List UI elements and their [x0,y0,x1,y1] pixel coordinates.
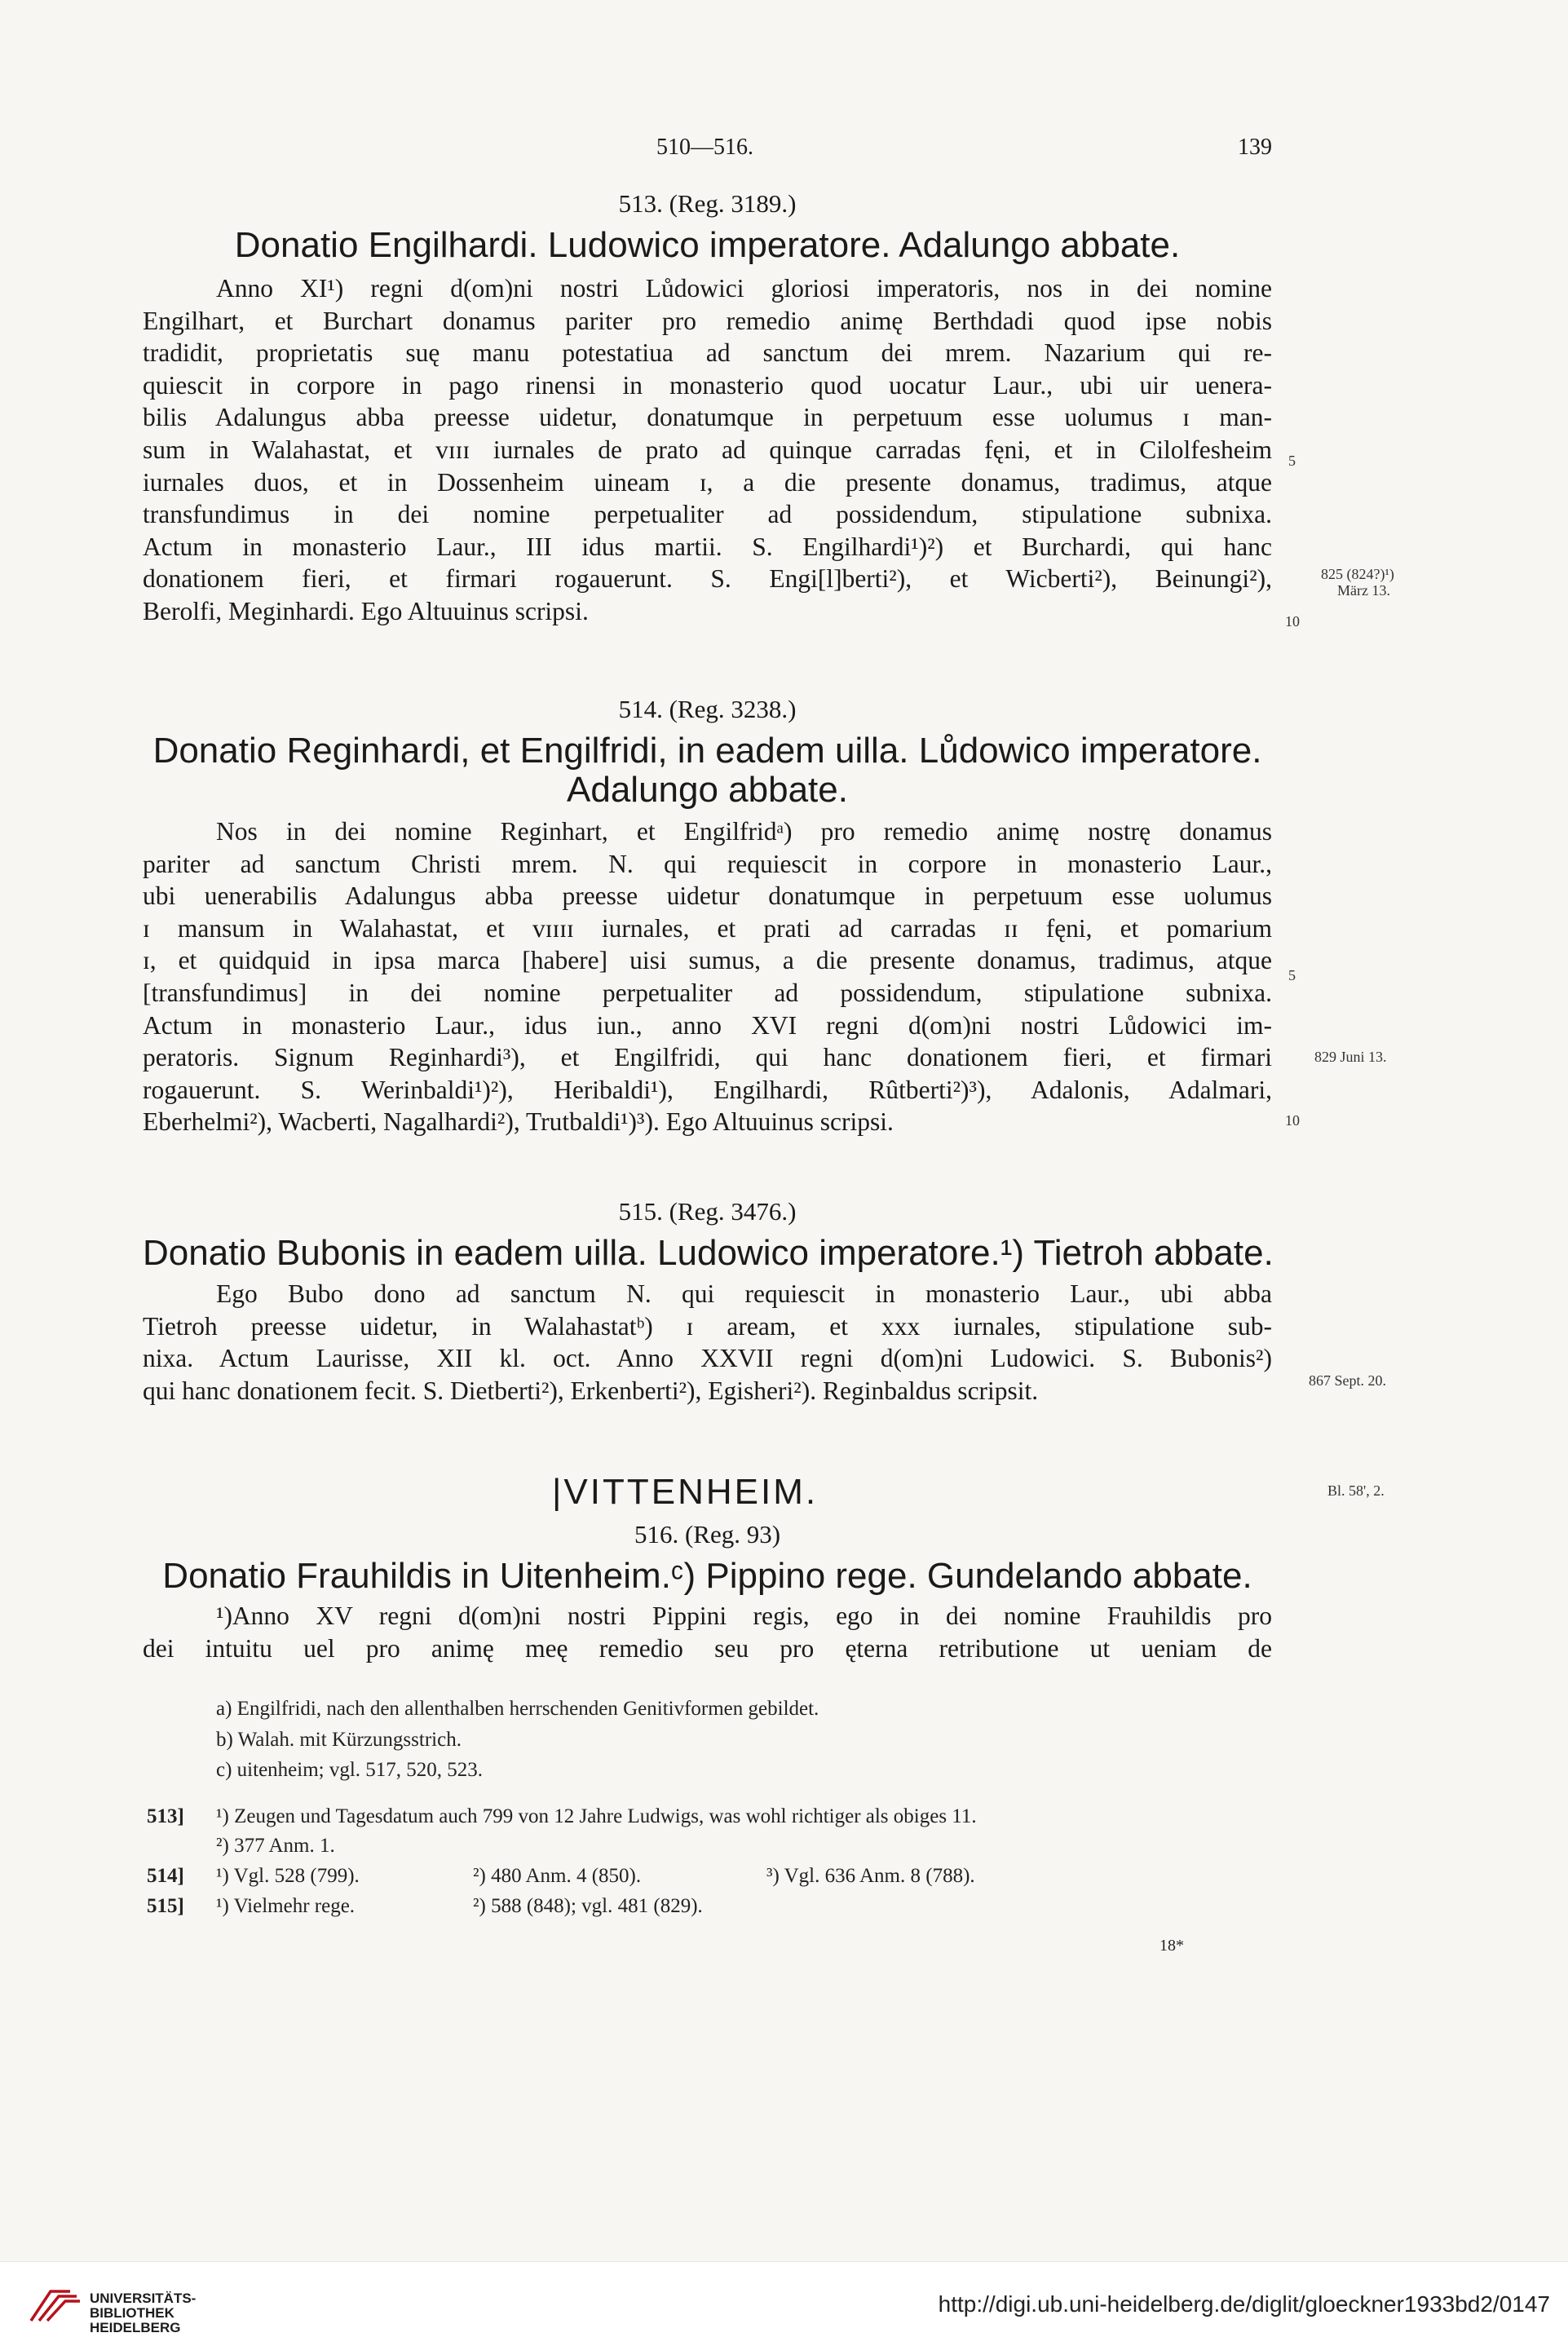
footnote-label-514: 514] [147,1865,184,1887]
library-footer [0,2261,1568,2346]
university-library-logo-icon [26,2285,83,2326]
library-name [90,2291,196,2335]
footnote-a: a) Engilfridi, nach den allenthalben herrschenden Genitivformen gebildet. [216,1698,819,1720]
margin-date: 867 Sept. 20. [1309,1372,1387,1389]
margin-reference: Bl. 58', 2. [1327,1482,1385,1499]
doc-515-title: Donatio Bubonis in eadem uilla. Ludowico imperatore.¹) Tietroh abbate. [143,1233,1274,1273]
footnote-514-3: ³) Vgl. 636 Anm. 8 (788). [766,1865,975,1887]
text-line: peratoris. Signum Reginhardi³), et Engilfridi, qui hanc donationem fieri, et firmari [143,1043,1272,1072]
text-line: ¹)Anno XV regni d(om)ni nostri Pippini regis, ego in dei nomine Frauhildis pro [216,1602,1272,1630]
text-line: pariter ad sanctum Christi mrem. N. qui requiescit in corpore in monasterio Laur., [143,849,1272,878]
text-line: Berolfi, Meginhardi. Ego Altuuinus scripsi. [143,596,589,625]
text-line: tradidit, proprietatis suę manu potestatiua ad sanctum dei mrem. Nazarium qui re- [143,338,1272,368]
text-line: sum in Walahastat, et ᴠɪɪɪ iurnales de prato ad quinque carradas fęni, et in Cilolfesheim [143,435,1272,464]
footnote-514-2: ²) 480 Anm. 4 (850). [473,1865,642,1887]
line-number: 10 [1285,1112,1300,1129]
footnote-c: c) uitenheim; vgl. 517, 520, 523. [216,1759,484,1781]
text-line: [transfundimus] in dei nomine perpetualiter ad possidendum, stipulatione subnixa. [143,978,1272,1007]
footnote-514-1: ¹) Vgl. 528 (799). [216,1865,360,1887]
line-number: 10 [1285,613,1300,630]
library-name-line: HEIDELBERG [90,2320,181,2335]
text-line: Actum in monasterio Laur., III idus martii. S. Engilhardi¹)²) et Burchardi, qui hanc [143,532,1272,561]
footnote-label-515: 515] [147,1895,184,1917]
line-number: 5 [1288,453,1296,469]
doc-516-number: 516. (Reg. 93) [634,1520,781,1549]
section-heading: |VITTENHEIM. [552,1472,819,1512]
doc-514-text [143,815,1272,1138]
text-line: Ego Bubo dono ad sanctum N. qui requiescit in monasterio Laur., ubi abba [216,1279,1272,1308]
text-line: Nos in dei nomine Reginhart, et Engilfridᵃ) pro remedio animę nostrę donamus [216,817,1272,846]
footnote-515-1: ¹) Vielmehr rege. [216,1895,356,1917]
doc-514-title-continued: Adalungo abbate. [567,770,848,810]
library-name-line: BIBLIOTHEK [90,2305,174,2321]
margin-date: März 13. [1337,582,1390,599]
doc-513-title: Donatio Engilhardi. Ludowico imperatore. Adalungo abbate. [234,225,1181,265]
footnote-513-1: ¹) Zeugen und Tagesdatum auch 799 von 12 Jahre Ludwigs, was wohl richtiger als obiges 11. [216,1805,977,1827]
running-header-range: 510—516. [656,135,753,160]
library-name-line: UNIVERSITÄTS- [90,2291,197,2306]
text-line: iurnales duos, et in Dossenheim uineam ɪ, a die presente donamus, tradimus, atque [143,467,1272,497]
text-line: ɪ, et quidquid in ipsa marca [habere] uisi sumus, a die presente donamus, tradimus, atque [143,946,1272,975]
doc-515-text [143,1278,1272,1407]
doc-516-text [143,1600,1272,1664]
doc-513-number: 513. (Reg. 3189.) [618,189,797,218]
text-line: Anno XI¹) regni d(om)ni nostri Lůdowici gloriosi imperatoris, nos in dei nomine [216,274,1272,303]
permalink-url[interactable]: http://digi.ub.uni-heidelberg.de/diglit/gloeckner1933bd2/0147 [938,2291,1550,2317]
margin-date: 829 Juni 13. [1314,1049,1387,1065]
text-line: qui hanc donationem fecit. S. Dietberti²), Erkenberti²), Egisheri²). Reginbaldus scripsit. [143,1376,1039,1405]
margin-date: 825 (824?)¹) [1321,566,1394,582]
text-line: dei intuitu uel pro animę meę remedio seu pro ęterna retributione ut ueniam de [143,1633,1272,1663]
doc-515-number: 515. (Reg. 3476.) [618,1197,797,1226]
text-line: Actum in monasterio Laur., idus iun., anno XVI regni d(om)ni nostri Lůdowici im- [143,1010,1272,1040]
text-line: nixa. Actum Laurisse, XII kl. oct. Anno XXVII regni d(om)ni Ludowici. S. Bubonis²) [143,1344,1272,1373]
text-line: ɪ mansum in Walahastat, et ᴠɪɪɪɪ iurnales, et prati ad carradas ɪɪ fęni, et pomarium [143,913,1272,943]
doc-514-number: 514. (Reg. 3238.) [618,695,797,723]
text-line: quiescit in corpore in pago rinensi in monasterio quod uocatur Laur., ubi uir uenera- [143,370,1272,400]
text-line: Eberhelmi²), Wacberti, Nagalhardi²), Trutbaldi¹)³). Ego Altuuinus scripsi. [143,1107,894,1137]
line-number: 5 [1288,967,1296,983]
doc-516-title: Donatio Frauhildis in Uitenheim.ᶜ) Pippino rege. Gundelando abbate. [162,1556,1252,1596]
footnote-b: b) Walah. mit Kürzungsstrich. [216,1729,462,1751]
doc-514-title: Donatio Reginhardi, et Engilfridi, in eadem uilla. Lůdowico imperatore. [152,731,1262,771]
footnote-515-2: ²) 588 (848); vgl. 481 (829). [473,1895,703,1917]
text-line: bilis Adalungus abba preesse uidetur, donatumque in perpetuum esse uolumus ɪ man- [143,403,1272,432]
text-line: rogauerunt. S. Werinbaldi¹)²), Heribaldi¹), Engilhardi, Rûtberti²)³), Adalonis, Adalmari, [143,1075,1272,1104]
text-line: donationem fieri, et firmari rogauerunt. S. Engi[l]berti²), et Wicberti²), Beinungi²), [143,564,1272,594]
text-line: ubi uenerabilis Adalungus abba preesse uidetur donatumque in perpetuum esse uolumus [143,881,1272,911]
signature-mark: 18* [1159,1937,1184,1955]
doc-513-text [143,272,1272,628]
text-line: Engilhart, et Burchart donamus pariter pro remedio animę Berthdadi quod ipse nobis [143,306,1272,335]
text-line: transfundimus in dei nomine perpetualiter ad possidendum, stipulatione subnixa. [143,500,1272,529]
page-number: 139 [1238,135,1272,160]
footnote-label-513: 513] [147,1805,184,1827]
text-line: Tietroh preesse uidetur, in Walahastatᵇ) ɪ aream, et xxx iurnales, stipulatione sub- [143,1311,1272,1341]
footnote-513-2: ²) 377 Anm. 1. [216,1835,335,1857]
